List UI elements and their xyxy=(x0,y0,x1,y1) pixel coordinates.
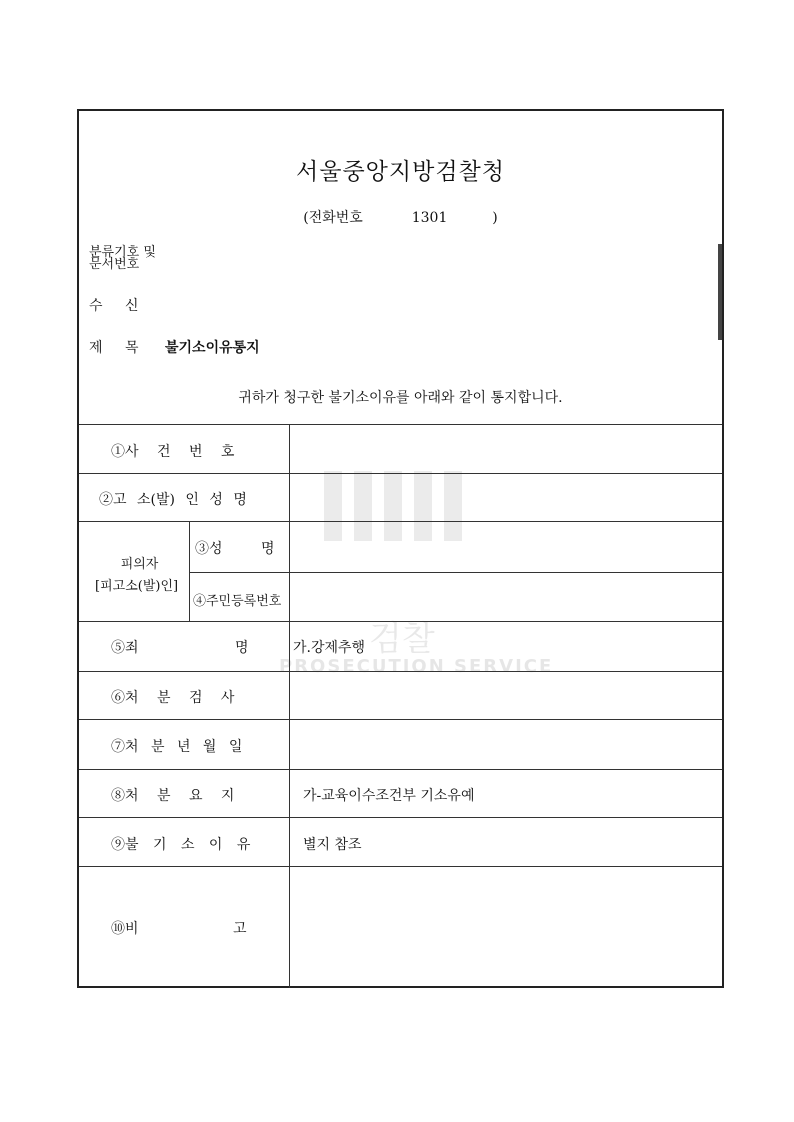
intro-text: 귀하가 청구한 불기소이유를 아래와 같이 통지합니다. xyxy=(238,390,563,406)
scan-edge-mark xyxy=(718,244,722,340)
case-number-label: ①사 건 번 호 xyxy=(111,444,235,460)
prosecutor-label: ⑥처 분 검 사 xyxy=(111,690,235,706)
classification-label xyxy=(89,247,156,271)
classification-label-line1: 분류기호 및 xyxy=(89,245,156,260)
suspect-name-label: ③성 명 xyxy=(195,541,275,557)
watermark-korean: 검찰 xyxy=(369,619,435,659)
suspect-label xyxy=(95,554,179,598)
non-prosecution-reason-value: 별지 참조 xyxy=(303,837,362,853)
subject-value: 불기소이유통지 xyxy=(165,340,260,356)
remarks-label: ⑩비 고 xyxy=(111,921,247,937)
subject-label: 제 목 xyxy=(89,340,139,356)
phone-open-label: (전화번호 xyxy=(303,210,363,226)
non-prosecution-reason-label: ⑨불 기 소 이 유 xyxy=(111,837,251,853)
phone-number: 1301 xyxy=(411,210,448,226)
charge-value: 가.강제추행 xyxy=(293,640,366,656)
document-title: 서울중앙지방검찰청 xyxy=(296,159,505,185)
watermark-emblem xyxy=(324,471,462,541)
recipient-label: 수 신 xyxy=(89,298,139,314)
watermark-english: PROSECUTION SERVICE xyxy=(279,656,554,677)
watermark xyxy=(279,471,579,691)
suspect-label-line2: [피고소(발)인] xyxy=(95,579,179,594)
suspect-rrn-label: ④주민등록번호 xyxy=(193,594,282,609)
disposition-date-label: ⑦처 분 년 월 일 xyxy=(111,739,243,755)
phone-line xyxy=(79,207,722,227)
suspect-label-line1: 피의자 xyxy=(120,557,159,572)
phone-close-label: ) xyxy=(492,210,498,226)
disposition-summary-value: 가-교육이수조건부 기소유예 xyxy=(303,788,475,804)
classification-label-line2: 문서번호 xyxy=(89,257,140,272)
charge-label: ⑤죄 명 xyxy=(111,640,249,656)
complainant-name-label: ②고 소(발) 인 성 명 xyxy=(99,492,247,508)
document-frame xyxy=(77,109,724,988)
disposition-summary-label: ⑧처 분 요 지 xyxy=(111,788,235,804)
